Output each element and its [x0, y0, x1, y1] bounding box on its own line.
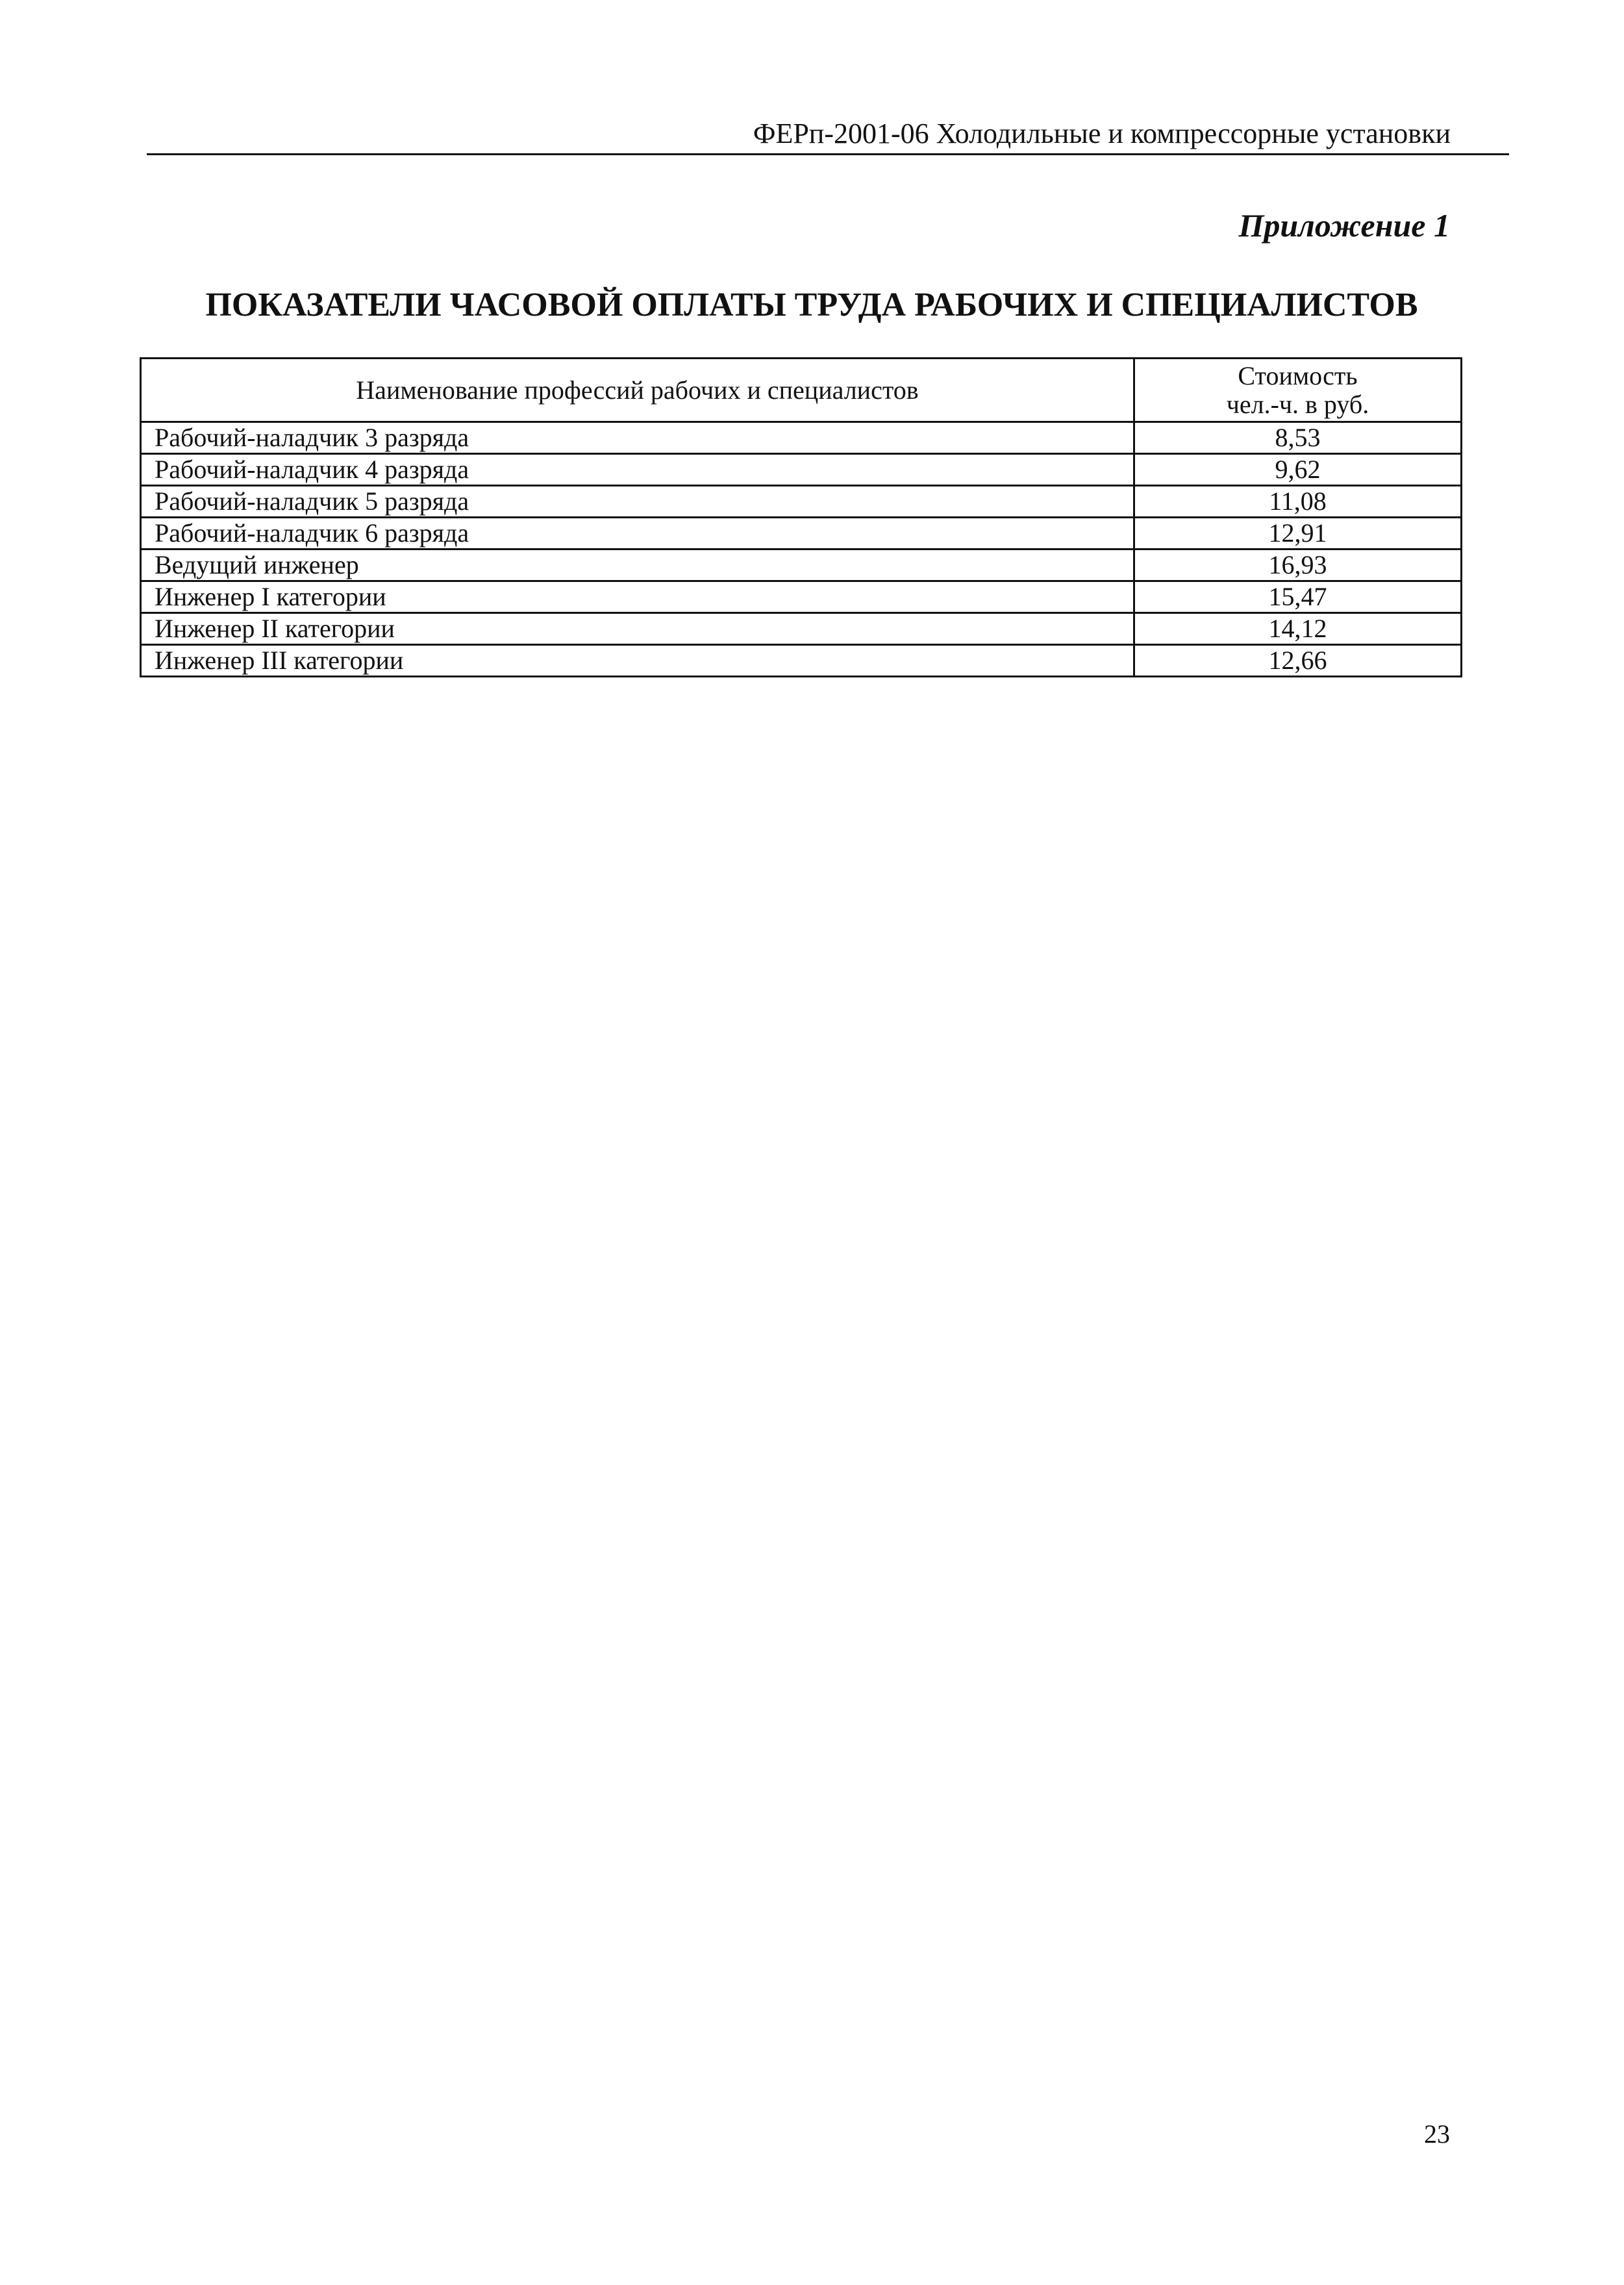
hourly-cost: 8,53	[1134, 422, 1462, 454]
hourly-rates-table	[140, 357, 1462, 677]
page-number: 23	[1424, 2119, 1450, 2149]
profession-name: Ведущий инженер	[141, 549, 1134, 581]
column-header-cost-line2: чел.-ч. в руб.	[1226, 389, 1369, 419]
hourly-cost: 9,62	[1134, 454, 1462, 486]
hourly-cost: 16,93	[1134, 549, 1462, 581]
table-header-row	[141, 359, 1462, 422]
hourly-cost: 14,12	[1134, 613, 1462, 645]
hourly-cost: 12,91	[1134, 518, 1462, 549]
table-row	[141, 581, 1462, 613]
hourly-cost: 12,66	[1134, 645, 1462, 677]
running-header-title: ФЕРп-2001-06 Холодильные и компрессорные установки	[753, 118, 1451, 149]
profession-name: Рабочий-наладчик 4 разряда	[141, 454, 1134, 486]
hourly-cost: 15,47	[1134, 581, 1462, 613]
appendix-label: Приложение 1	[1238, 207, 1450, 244]
profession-name: Инженер I категории	[141, 581, 1134, 613]
document-title: ПОКАЗАТЕЛИ ЧАСОВОЙ ОПЛАТЫ ТРУДА РАБОЧИХ И СПЕЦИАЛИСТОВ	[205, 286, 1418, 323]
table-row	[141, 549, 1462, 581]
table-row	[141, 486, 1462, 518]
profession-name: Рабочий-наладчик 5 разряда	[141, 486, 1134, 518]
table-row	[141, 454, 1462, 486]
table-row	[141, 518, 1462, 549]
profession-name: Рабочий-наладчик 3 разряда	[141, 422, 1134, 454]
hourly-cost: 11,08	[1134, 486, 1462, 518]
running-header	[147, 116, 1509, 155]
column-header-profession: Наименование профессий рабочих и специалистов	[141, 359, 1134, 422]
column-header-cost	[1134, 359, 1462, 422]
table-row	[141, 422, 1462, 454]
profession-name: Инженер II категории	[141, 613, 1134, 645]
column-header-cost-line1: Стоимость	[1238, 360, 1358, 390]
table-row	[141, 645, 1462, 677]
profession-name: Рабочий-наладчик 6 разряда	[141, 518, 1134, 549]
table-row	[141, 613, 1462, 645]
profession-name: Инженер III категории	[141, 645, 1134, 677]
